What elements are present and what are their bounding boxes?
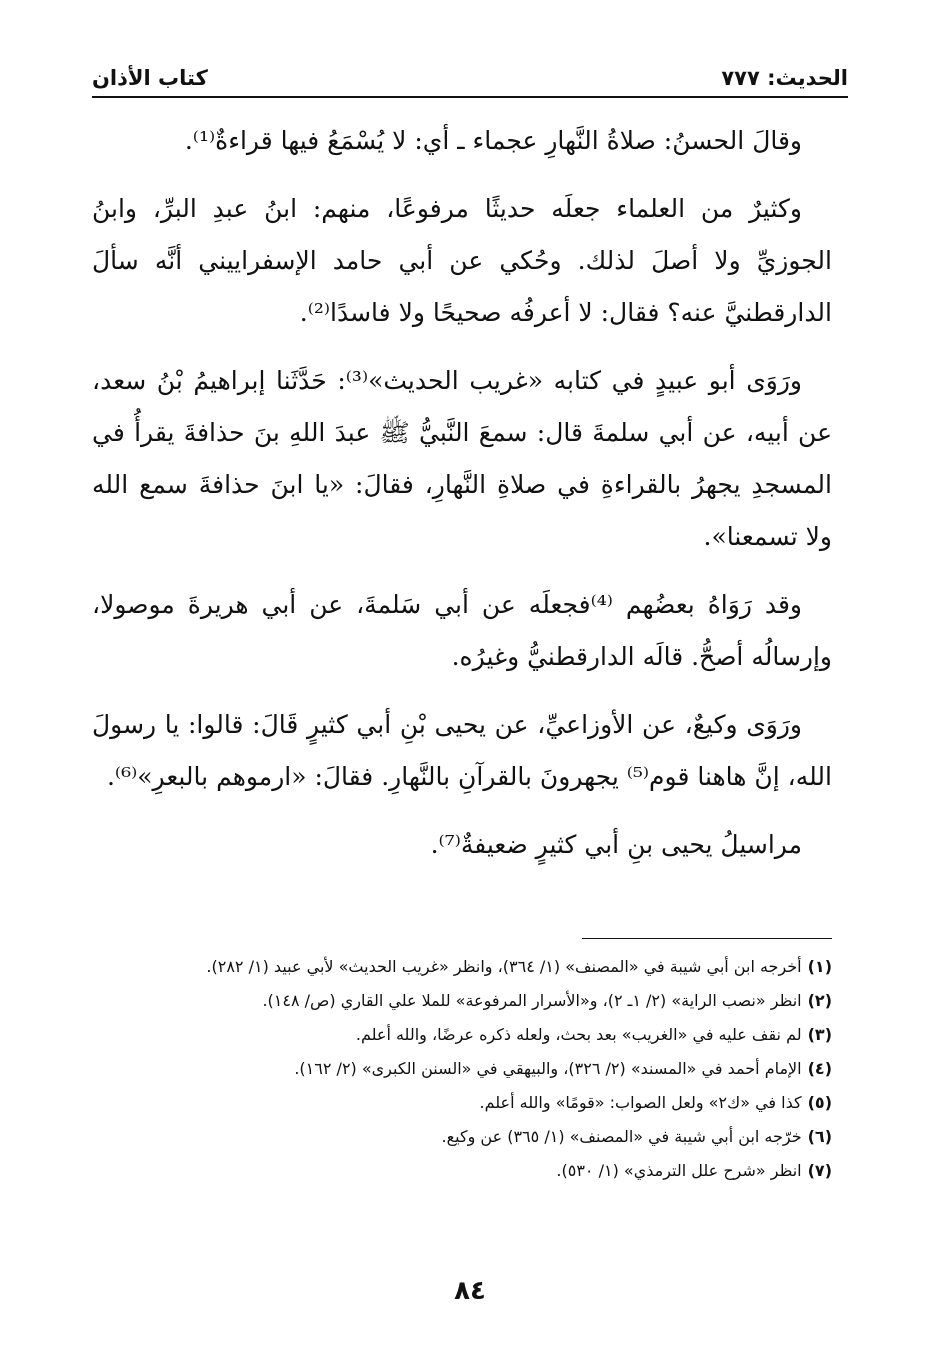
footnote-number: (١) [807,957,832,976]
paragraph: وكثيرٌ من العلماء جعلَه حديثًا مرفوعًا، منهم: ابنُ عبدِ البرِّ، وابنُ الجوزيِّ ولا أصلَ لذلك. وحُكي عن أبي حامد الإسفراييني أنَّه سألَ الدارقطنيَّ عنه؟ فقال: لا أعرفُه صحيحًا ولا فاسدًا⁽²⁾. [92,194,832,327]
footnote [92,986,832,1015]
footnote-text: خرّجه ابن أبي شيبة في «المصنف» (١/ ٣٦٥) عن وكيع. [441,1127,802,1146]
paragraph: ورَوَى وكيعٌ، عن الأوزاعيِّ، عن يحيى بْنِ أبي كثيرٍ قَالَ: قالوا: يا رسولَ الله، إنَّ هاهنا قوم⁽⁵⁾ يجهرونَ بالقرآنِ بالنَّهارِ. فقالَ: «ارموهم بالبعرِ»⁽⁶⁾. [92,710,832,791]
footnote [92,1020,832,1049]
footnote-text: انظر «نصب الراية» (٢/ ١ـ ٢)، و«الأسرار المرفوعة» للملا علي القاري (ص/ ١٤٨). [262,991,802,1010]
footnote-text: كذا في «ك٢» ولعل الصواب: «قومًا» والله أعلم. [479,1093,802,1112]
footnote-number: (٤) [807,1059,832,1078]
footnote-number: (٦) [807,1127,832,1146]
footnote-number: (٧) [807,1161,832,1180]
footnote-text: أخرجه ابن أبي شيبة في «المصنف» (١/ ٣٦٤)، وانظر «غريب الحديث» لأبي عبيد (١/ ٢٨٢). [206,957,802,976]
page-header [92,58,848,98]
paragraph: وقد رَوَاهُ بعضُهم ⁽⁴⁾فجعلَه عن أبي سَلمةَ، عن أبي هريرةَ موصولا، وإرسالُه أصحُّ. قالَه الدارقطنيُّ وغيرُه. [92,590,832,671]
footnote-text: انظر «شرح علل الترمذي» (١/ ٥٣٠). [556,1161,802,1180]
footnote-number: (٢) [807,991,832,1010]
footnote-number: (٣) [807,1025,832,1044]
page-number: ٨٤ [454,1276,486,1306]
footnote-separator [582,938,832,939]
footnotes [92,952,832,1190]
footnote [92,1156,832,1185]
footnote-text: لم نقف عليه في «الغريب» بعد بحث، ولعله ذكره عرضًا، والله أعلم. [355,1025,802,1044]
footnote-text: الإمام أحمد في «المسند» (٢/ ٣٢٦)، والبيهقي في «السنن الكبرى» (٢/ ١٦٢). [294,1059,802,1078]
footnote [92,1088,832,1117]
main-text [92,115,832,887]
hadith-number: الحديث: ٧٧٧ [721,66,848,90]
book-title: كتاب الأذان [92,66,208,90]
footnote-number: (٥) [807,1093,832,1112]
footnote [92,1054,832,1083]
paragraph: مراسيلُ يحيى بنِ أبي كثيرٍ ضعيفةٌ⁽⁷⁾. [430,830,802,859]
paragraph: ورَوَى أبو عبيدٍ في كتابه «غريب الحديث»⁽³⁾: حَدَّثَنا إبراهيمُ بْنُ سعد، عن أبيه، عن أبي سلمةَ قال: سمعَ النَّبيُّ ﷺ عبدَ اللهِ بنَ حذافةَ يقرأُ في المسجدِ يجهرُ بالقراءةِ في صلاةِ النَّهارِ، فقالَ: «يا ابنَ حذافةَ سمع الله ولا تسمعنا». [92,366,832,551]
paragraph: وقالَ الحسنُ: صلاةُ النَّهارِ عجماء ـ أي: لا يُسْمَعُ فيها قراءةٌ⁽¹⁾. [184,126,802,155]
footnote [92,1122,832,1151]
footnote [92,952,832,981]
